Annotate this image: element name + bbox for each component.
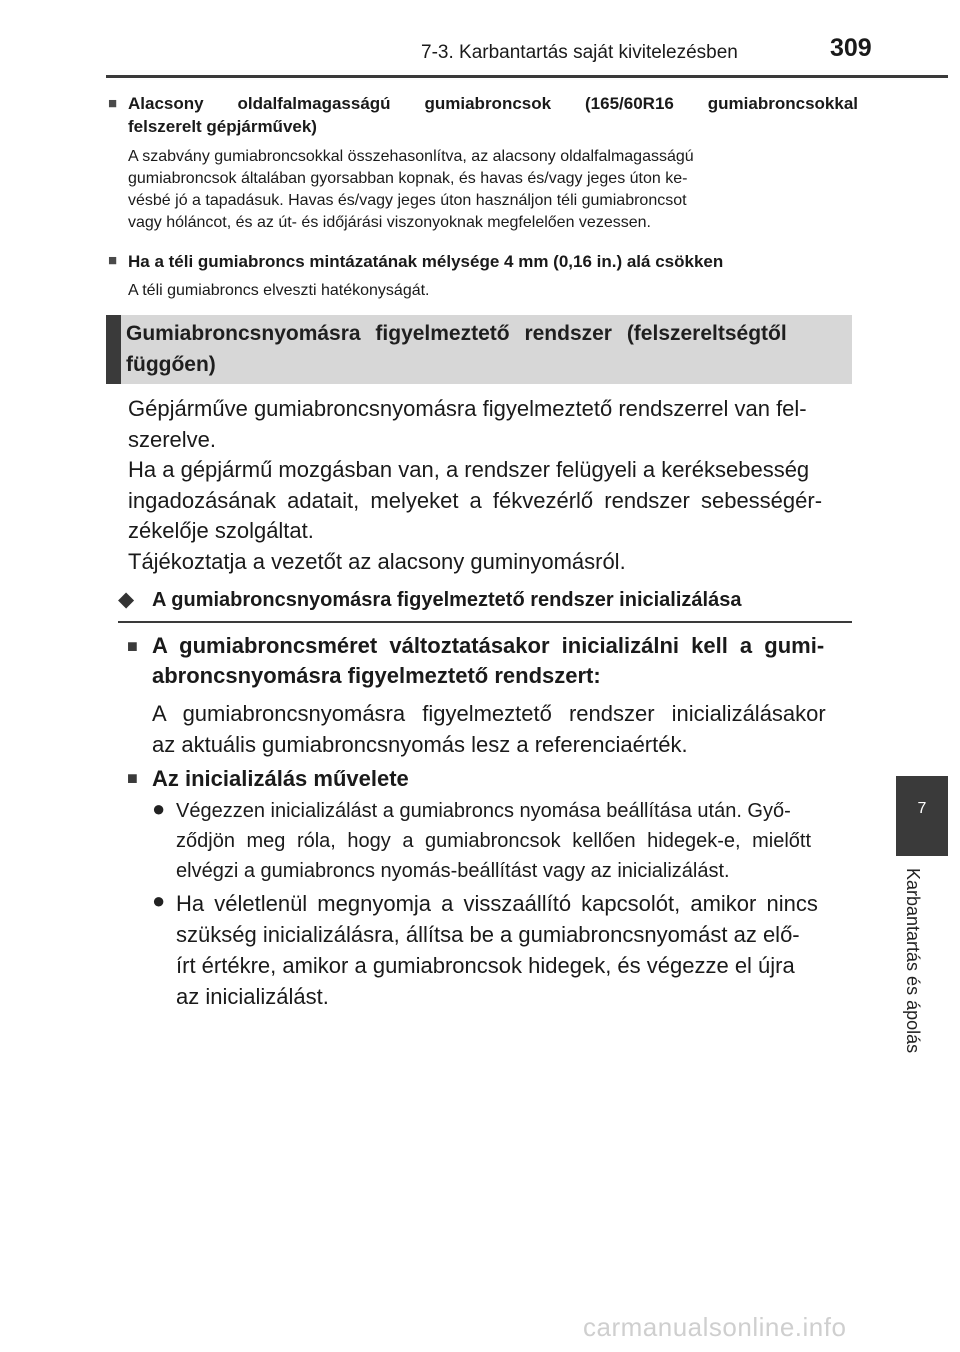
section-title-box xyxy=(106,315,852,384)
page-number: 309 xyxy=(830,34,872,62)
filled-square-icon: ■ xyxy=(108,95,118,112)
diamond-icon: ◆ xyxy=(118,588,135,611)
filled-square-icon: ■ xyxy=(108,252,118,269)
chapter-tab-number: 7 xyxy=(917,800,927,817)
section-title-line: Gumiabroncsnyomásra figyelmeztető rendszer (felszereltségtől xyxy=(126,322,787,345)
item1-text xyxy=(152,698,846,760)
section-body-line: Tájékoztatja a vezetőt az alacsony guminyomásról. xyxy=(128,548,626,574)
note1-heading-line: Alacsony oldalfalmagasságú gumiabroncsok (165/60R16 gumiabroncsokkal xyxy=(128,94,858,113)
note1-text xyxy=(128,146,846,234)
note1-text-line: vésbé jó a tapadásuk. Havas és/vagy jeges úton használjon téli gumiabroncsot xyxy=(128,192,687,209)
section-body-line: Gépjárműve gumiabroncsnyomásra figyelmeztető rendszerrel van fel- xyxy=(128,396,807,421)
section-body xyxy=(128,394,846,577)
note1-text-line: gumiabroncsok általában gyorsabban kopnak, és havas és/vagy jeges úton ke- xyxy=(128,170,688,187)
subsection-rule xyxy=(118,621,852,623)
chapter-side-label xyxy=(893,868,923,1078)
item1-heading-line: abroncsnyomásra figyelmeztető rendszert: xyxy=(152,663,601,688)
filled-square-icon: ■ xyxy=(127,636,138,656)
bullet-line: elvégzi a gumiabroncs nyomás-beállítást vagy az inicializálást. xyxy=(176,860,730,882)
chapter-title: 7-3. Karbantartás saját kivitelezésben xyxy=(421,42,738,63)
filled-circle-icon: ● xyxy=(152,888,166,913)
bullet-line: Végezzen inicializálást a gumiabroncs nyomása beállítása után. Győ- xyxy=(176,800,791,822)
section-body-line: Ha a gépjármű mozgásban van, a rendszer felügyeli a keréksebesség xyxy=(128,457,810,482)
filled-square-icon: ■ xyxy=(127,768,138,788)
item2-heading: Az inicializálás művelete xyxy=(152,766,409,791)
note1-text-line: vagy hóláncot, és az út- és időjárási viszonyoknak megfelelően vezessen. xyxy=(128,214,651,231)
section-title-bar xyxy=(106,315,121,384)
chapter-tab xyxy=(896,776,948,856)
subsection-title: A gumiabroncsnyomásra figyelmeztető rendszer inicializálása xyxy=(152,589,742,611)
section-body-line: ingadozásának adatait, melyeket a fékvezérlő rendszer sebességér- xyxy=(128,487,823,513)
note1-heading-line: felszerelt gépjárművek) xyxy=(128,117,317,136)
section-title xyxy=(126,318,842,380)
bullet-line: az inicializálást. xyxy=(176,984,329,1009)
bullet-line: szükség inicializálásra, állítsa be a gumiabroncsnyomást az elő- xyxy=(176,922,800,947)
note2-text: A téli gumiabroncs elveszti hatékonyságát. xyxy=(128,282,430,299)
item1-heading xyxy=(152,631,846,691)
section-title-line: függően) xyxy=(126,353,216,376)
watermark: carmanualsonline.info xyxy=(583,1312,847,1342)
chapter-side-label-text: Karbantartás és ápolás xyxy=(903,868,923,1054)
bullet-line: írt értékre, amikor a gumiabroncsok hidegek, és végezze el újra xyxy=(176,953,795,978)
bullet-item xyxy=(176,888,846,1012)
item1-text-line: A gumiabroncsnyomásra figyelmeztető rendszer inicializálásakor xyxy=(152,701,826,726)
item1-text-line: az aktuális gumiabroncsnyomás lesz a referenciaérték. xyxy=(152,732,688,757)
bullet-line: Ha véletlenül megnyomja a visszaállító kapcsolót, amikor nincs xyxy=(176,891,818,916)
bullet-line: ződjön meg róla, hogy a gumiabroncsok kellően hidegek-e, mielőtt xyxy=(176,830,812,852)
item1-heading-line: A gumiabroncsméret változtatásakor inicializálni kell a gumi- xyxy=(152,633,825,658)
note2-heading: Ha a téli gumiabroncs mintázatának mélysége 4 mm (0,16 in.) alá csökken xyxy=(128,252,724,271)
filled-circle-icon: ● xyxy=(152,796,166,821)
bullet-item xyxy=(176,796,846,886)
note1-heading xyxy=(128,92,858,138)
section-body-line: zékelője szolgáltat. xyxy=(128,518,314,543)
section-body-line: szerelve. xyxy=(128,426,217,452)
header-rule xyxy=(106,75,948,78)
note1-text-line: A szabvány gumiabroncsokkal összehasonlítva, az alacsony oldalfalmagasságú xyxy=(128,148,694,165)
